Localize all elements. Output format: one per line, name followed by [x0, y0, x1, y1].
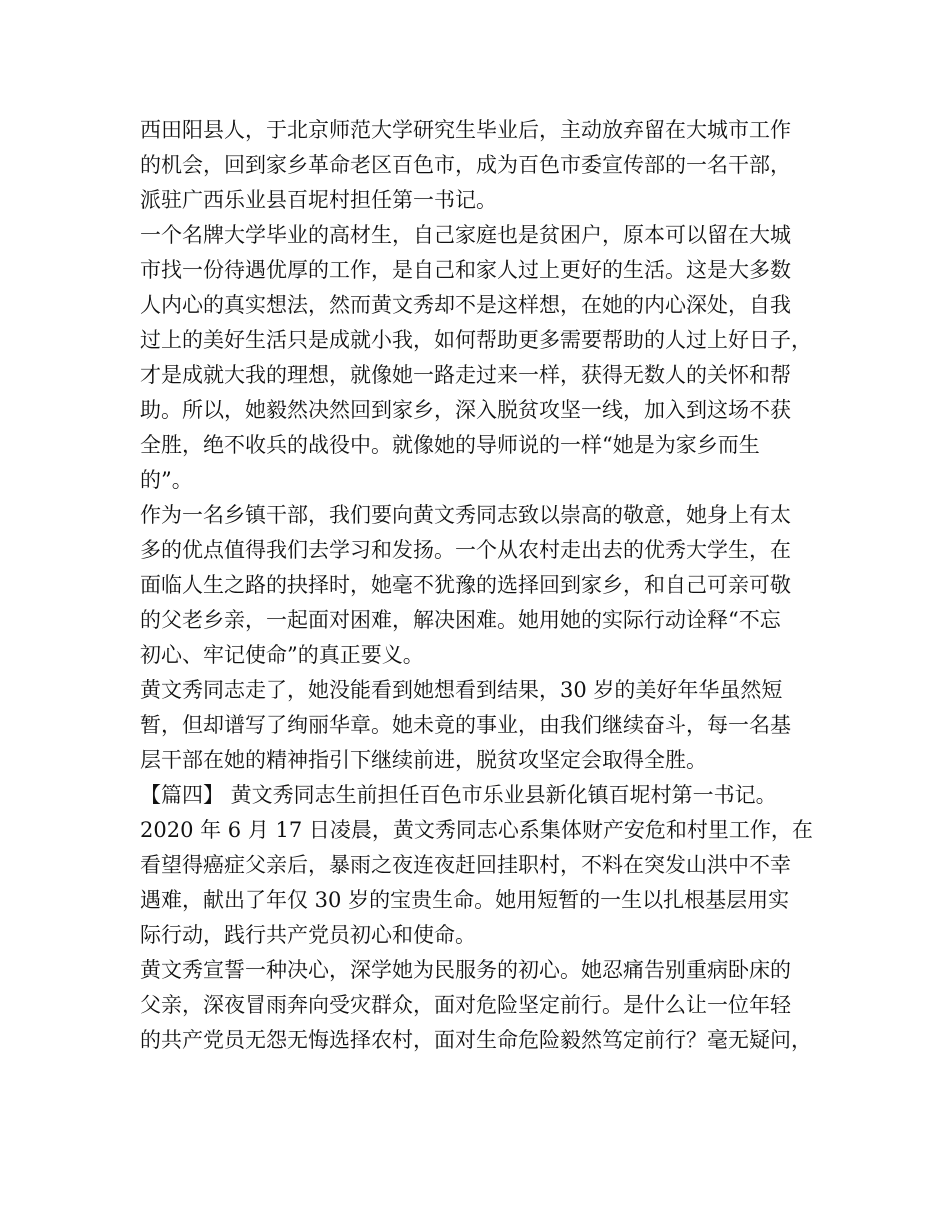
text-line: 市找一份待遇优厚的工作，是自己和家人过上更好的生活。这是大多数	[140, 258, 791, 282]
text-line: 作为一名乡镇干部，我们要向黄文秀同志致以崇高的敬意，她身上有太	[140, 503, 791, 527]
text-line: 黄文秀同志走了，她没能看到她想看到结果，30 岁的美好年华虽然短	[140, 678, 783, 702]
text-line: 的”。	[140, 468, 193, 492]
text-line: 人内心的真实想法，然而黄文秀却不是这样想，在她的内心深处，自我	[140, 293, 791, 317]
text-line: 黄文秀宣誓一种决心，深学她为民服务的初心。她忍痛告别重病卧床的	[140, 958, 791, 982]
text-line: 暂，但却谱写了绚丽华章。她未竟的事业，由我们继续奋斗，每一名基	[140, 713, 791, 737]
text-line: 的父老乡亲，一起面对困难，解决困难。她用她的实际行动诠释“不忘	[140, 608, 781, 632]
text-line: 过上的美好生活只是成就小我，如何帮助更多需要帮助的人过上好日子，	[140, 328, 812, 352]
document-body	[140, 113, 820, 1058]
text-line: 西田阳县人，于北京师范大学研究生毕业后，主动放弃留在大城市工作	[140, 118, 791, 142]
text-line: 看望得癌症父亲后，暴雨之夜连夜赶回挂职村，不料在突发山洪中不幸	[140, 853, 791, 877]
text-line: 助。所以，她毅然决然回到家乡，深入脱贫攻坚一线，加入到这场不获	[140, 398, 791, 422]
text-line: 才是成就大我的理想，就像她一路走过来一样，获得无数人的关怀和帮	[140, 363, 791, 387]
text-line: 2020 年 6 月 17 日凌晨，黄文秀同志心系集体财产安危和村里工作，在	[140, 818, 813, 842]
text-line: 遇难，献出了年仅 30 岁的宝贵生命。她用短暂的一生以扎根基层用实	[140, 888, 790, 912]
text-line: 的机会，回到家乡革命老区百色市，成为百色市委宣传部的一名干部，	[140, 153, 791, 177]
text-line: 际行动，践行共产党员初心和使命。	[140, 923, 476, 947]
text-line: 初心、牢记使命”的真正要义。	[140, 643, 424, 667]
text-line: 多的优点值得我们去学习和发扬。一个从农村走出去的优秀大学生，在	[140, 538, 791, 562]
text-line: 面临人生之路的抉择时，她毫不犹豫的选择回到家乡，和自己可亲可敬	[140, 573, 791, 597]
text-line: 派驻广西乐业县百坭村担任第一书记。	[140, 188, 497, 212]
text-line: 全胜，绝不收兵的战役中。就像她的导师说的一样“她是为家乡而生	[140, 433, 760, 457]
text-line: 层干部在她的精神指引下继续前进，脱贫攻坚定会取得全胜。	[140, 748, 707, 772]
section-heading-line: 【篇四】 黄文秀同志生前担任百色市乐业县新化镇百坭村第一书记。	[140, 783, 777, 807]
text-line: 一个名牌大学毕业的高材生，自己家庭也是贫困户，原本可以留在大城	[140, 223, 791, 247]
text-line: 父亲，深夜冒雨奔向受灾群众，面对危险坚定前行。是什么让一位年轻	[140, 993, 791, 1017]
text-line: 的共产党员无怨无悔选择农村，面对生命危险毅然笃定前行？毫无疑问，	[140, 1028, 812, 1052]
